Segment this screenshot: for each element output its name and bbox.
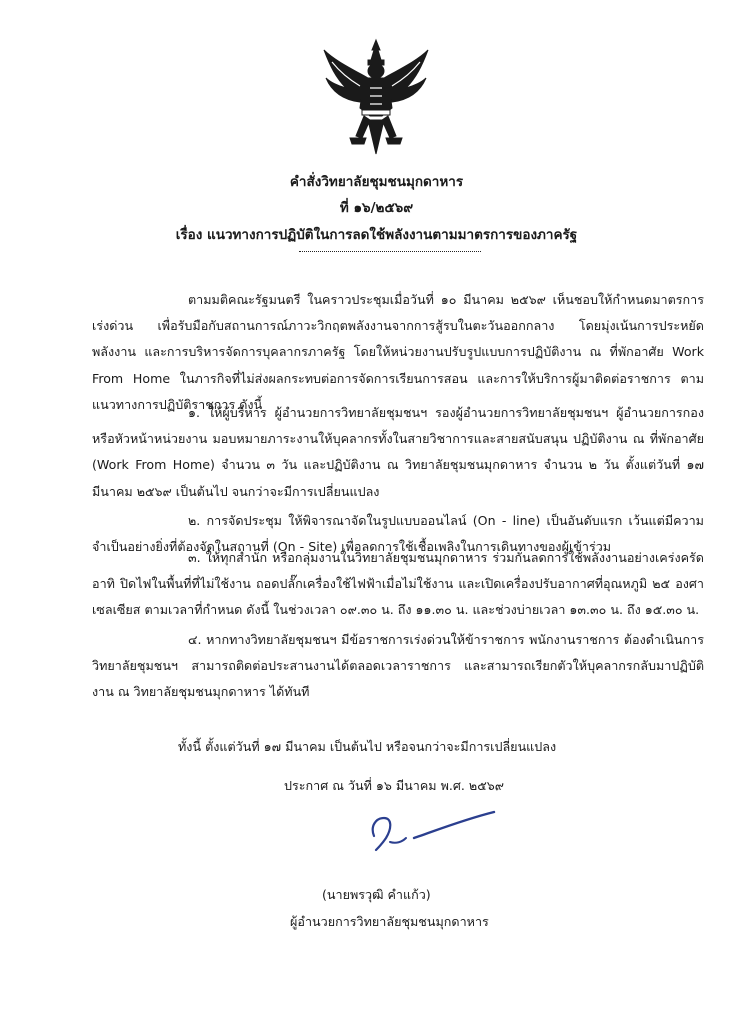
signer-name: (นายพรวุฒิ คำแก้ว) bbox=[322, 887, 431, 902]
intro-paragraph: ตามมติคณะรัฐมนตรี ในคราวประชุมเมื่อวันที่ ๑๐ มีนาคม ๒๕๖๙ เห็นชอบให้กำหนดมาตรการเร่งด่วน เพื่อรับมือกับสถานการณ์ภาวะวิกฤตพลังงานจากการสู้รบในตะวันออกกลาง โดยมุ่งเน้นการประหยัดพลังงาน และการบริหารจัดการบุคลากรภาครัฐ โดยให้หน่วยงานปรับรูปแบบการปฏิบัติงาน ณ ที่พักอาศัย Work From Home ในภารกิจที่ไม่ส่งผลกระทบต่อการจัดการเรียนการสอน และการให้บริการผู้มาติดต่อราชการ ตามแนวทางการปฏิบัติราชการ ดังนี้ bbox=[92, 292, 704, 412]
order-subject: เรื่อง แนวทางการปฏิบัติในการลดใช้พลังงานตามมาตรการของภาครัฐ bbox=[175, 227, 578, 243]
item-2-paragraph: ๒. การจัดประชุม ให้พิจารณาจัดในรูปแบบออนไลน์ (On - line) เป็นอันดับแรก เว้นแต่มีความจำเป็นอย่างยิ่งที่ต้องจัดในสถานที่ (On - Site) เพื่อลดการใช้เชื้อเพลิงในการเดินทางของผู้เข้าร่วม bbox=[92, 513, 704, 555]
item-3-paragraph: ๓. ให้ทุกสำนัก หรือกลุ่มงานในวิทยาลัยชุมชนมุกดาหาร ร่วมกันลดการใช้พลังงานอย่างเคร่งครัด อาทิ ปิดไฟในพื้นที่ที่ไม่ใช้งาน ถอดปลั๊กเครื่องใช้ไฟฟ้าเมื่อไม่ใช้งาน และเปิดเครื่องปรับอากาศที่อุณหภูมิ ๒๕ องศาเซลเซียส ตามเวลาที่กำหนด ดังนี้ ในช่วงเวลา ๐๙.๓๐ น. ถึง ๑๑.๓๐ น. และช่วงบ่ายเวลา ๑๓.๓๐ น. ถึง ๑๕.๓๐ น. bbox=[92, 550, 704, 618]
item-4-paragraph: ๔. หากทางวิทยาลัยชุมชนฯ มีข้อราชการเร่งด่วนให้ข้าราชการ พนักงานราชการ ต้องดำเนินการวิทยาลัยชุมชนฯ สามารถติดต่อประสานงานได้ตลอดเวลาราชการ และสามารถเรียกตัวให้บุคลากรกลับมาปฏิบัติงาน ณ วิทยาลัยชุมชนมุกดาหาร ได้ทันที bbox=[92, 632, 704, 700]
effective-date-paragraph: ทั้งนี้ ตั้งแต่วันที่ ๑๗ มีนาคม เป็นต้นไป หรือจนกว่าจะมีการเปลี่ยนแปลง bbox=[178, 739, 557, 754]
garuda-emblem bbox=[320, 38, 432, 158]
dotted-divider bbox=[299, 251, 481, 252]
handwritten-signature bbox=[362, 808, 502, 858]
signer-position: ผู้อำนวยการวิทยาลัยชุมชนมุกดาหาร bbox=[290, 914, 489, 929]
announcement-date: ประกาศ ณ วันที่ ๑๖ มีนาคม พ.ศ. ๒๕๖๙ bbox=[284, 778, 504, 793]
order-title: คำสั่งวิทยาลัยชุมชนมุกดาหาร bbox=[289, 174, 464, 190]
item-1-paragraph: ๑. ให้ผู้บริหาร ผู้อำนวยการวิทยาลัยชุมชนฯ รองผู้อำนวยการวิทยาลัยชุมชนฯ ผู้อำนวยการกองหรือหัวหน้าหน่วยงาน มอบหมายภาระงานให้บุคลากรทั้งในสายวิชาการและสายสนับสนุน ปฏิบัติงาน ณ ที่พักอาศัย (Work From Home) จำนวน ๓ วัน และปฏิบัติงาน ณ วิทยาลัยชุมชนมุกดาหาร จำนวน ๒ วัน ตั้งแต่วันที่ ๑๗ มีนาคม ๒๕๖๙ เป็นต้นไป จนกว่าจะมีการเปลี่ยนแปลง bbox=[92, 405, 704, 499]
order-number: ที่ ๑๖/๒๕๖๙ bbox=[339, 200, 414, 216]
